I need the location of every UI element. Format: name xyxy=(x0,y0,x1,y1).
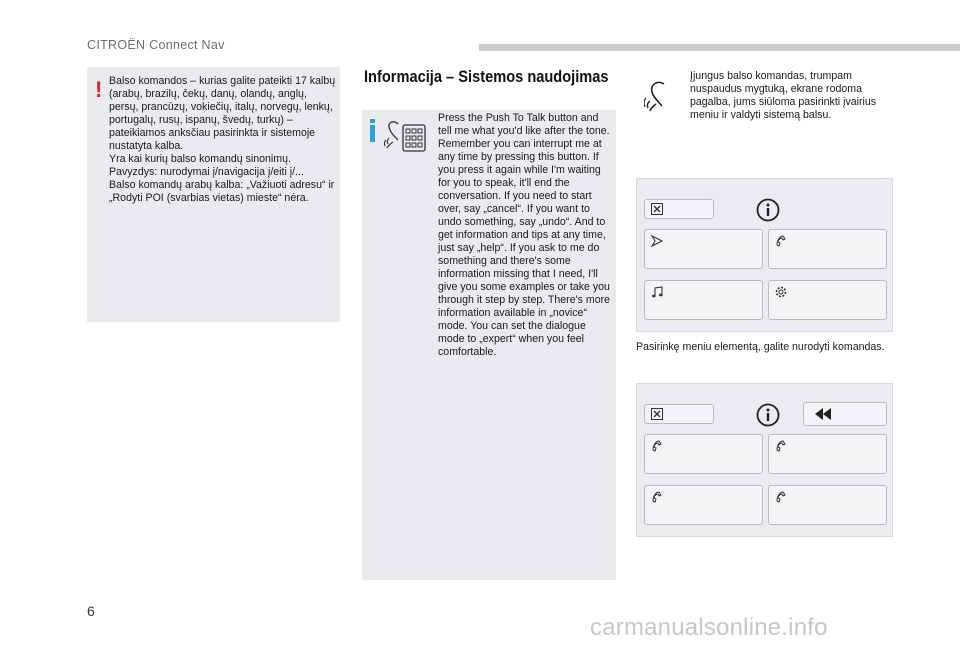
phone-icon xyxy=(774,490,788,504)
section-title: Informacija – Sistemos naudojimas xyxy=(364,67,609,86)
media-menu-button[interactable] xyxy=(644,280,763,320)
phone-icon xyxy=(774,234,788,248)
back-button[interactable] xyxy=(803,402,887,426)
phone-icon xyxy=(650,439,664,453)
document-header-title: CITROËN Connect Nav xyxy=(87,38,225,52)
music-note-icon xyxy=(650,285,664,299)
close-icon xyxy=(651,408,663,420)
phone-command-button-4[interactable] xyxy=(768,485,887,525)
gear-icon xyxy=(774,285,788,299)
push-to-talk-instructions: Press the Push To Talk button and tell me what you'd like after the tone. Remember you can interrupt me at any time by pressing this button. If you press it again while I'm waiting for you to speak, it'll end the conversation. If you need to start over, say „cancel“. If you want to undo something, say „undo“. And to get information and tips at any time, just say „help“. If you ask to me do something and there's some information missing that I need, I'll give you some examples or take you through it step by step. There's more information available in „novice“ mode. You can set the dialogue mode to „expert“ when you feel comfortable. xyxy=(438,112,611,358)
info-icon[interactable] xyxy=(756,403,780,427)
push-to-talk-icon xyxy=(384,116,430,154)
phone-icon xyxy=(774,439,788,453)
voice-command-description: Įjungus balso komandas, trumpam nuspaudus mygtuką, ekrane rodoma pagalba, jums siūloma pasirinkti įvairius meniu ir valdyti sistemą balsu. xyxy=(690,70,877,121)
warning-exclamation-icon: ! xyxy=(95,77,103,102)
settings-menu-button[interactable] xyxy=(768,280,887,320)
page-number: 6 xyxy=(87,603,95,619)
phone-menu-button[interactable] xyxy=(768,229,887,269)
watermark: carmanualsonline.info xyxy=(590,614,828,641)
warning-box xyxy=(87,67,340,322)
voice-menu-screen xyxy=(636,178,893,332)
voice-command-icon xyxy=(644,80,678,112)
navigation-menu-button[interactable] xyxy=(644,229,763,269)
info-box xyxy=(362,110,616,580)
command-list-screen xyxy=(636,383,893,537)
phone-command-button-1[interactable] xyxy=(644,434,763,474)
close-button[interactable] xyxy=(644,404,714,424)
info-mark-icon xyxy=(370,119,375,142)
rewind-icon xyxy=(812,407,834,421)
header-bar xyxy=(479,44,960,51)
menu-selection-description: Pasirinkę meniu elementą, galite nurodyti komandas. xyxy=(636,341,885,353)
phone-command-button-2[interactable] xyxy=(768,434,887,474)
warning-text: Balso komandos – kurias galite pateikti 17 kalbų (arabų, brazilų, čekų, danų, olandų, anglų, persų, prancūzų, vokiečių, italų, norvegų, lenkų, portugalų, rusų, ispanų, švedų, turkų) – pateikiamos anksčiau pasirinkta ir sistemoje nustatyta kalba. Yra kai kurių balso komandų sinonimų. Pavyzdys: nurodymai į/navigacija į/eiti į/... Balso komandų arabų kalba: „Važiuoti adresu“ ir „Rodyti POI (svarbias vietas) mieste“ nėra. xyxy=(109,75,336,204)
close-button[interactable] xyxy=(644,199,714,219)
phone-icon xyxy=(650,490,664,504)
navigation-arrow-icon xyxy=(650,234,664,248)
phone-command-button-3[interactable] xyxy=(644,485,763,525)
close-icon xyxy=(651,203,663,215)
info-icon[interactable] xyxy=(756,198,780,222)
